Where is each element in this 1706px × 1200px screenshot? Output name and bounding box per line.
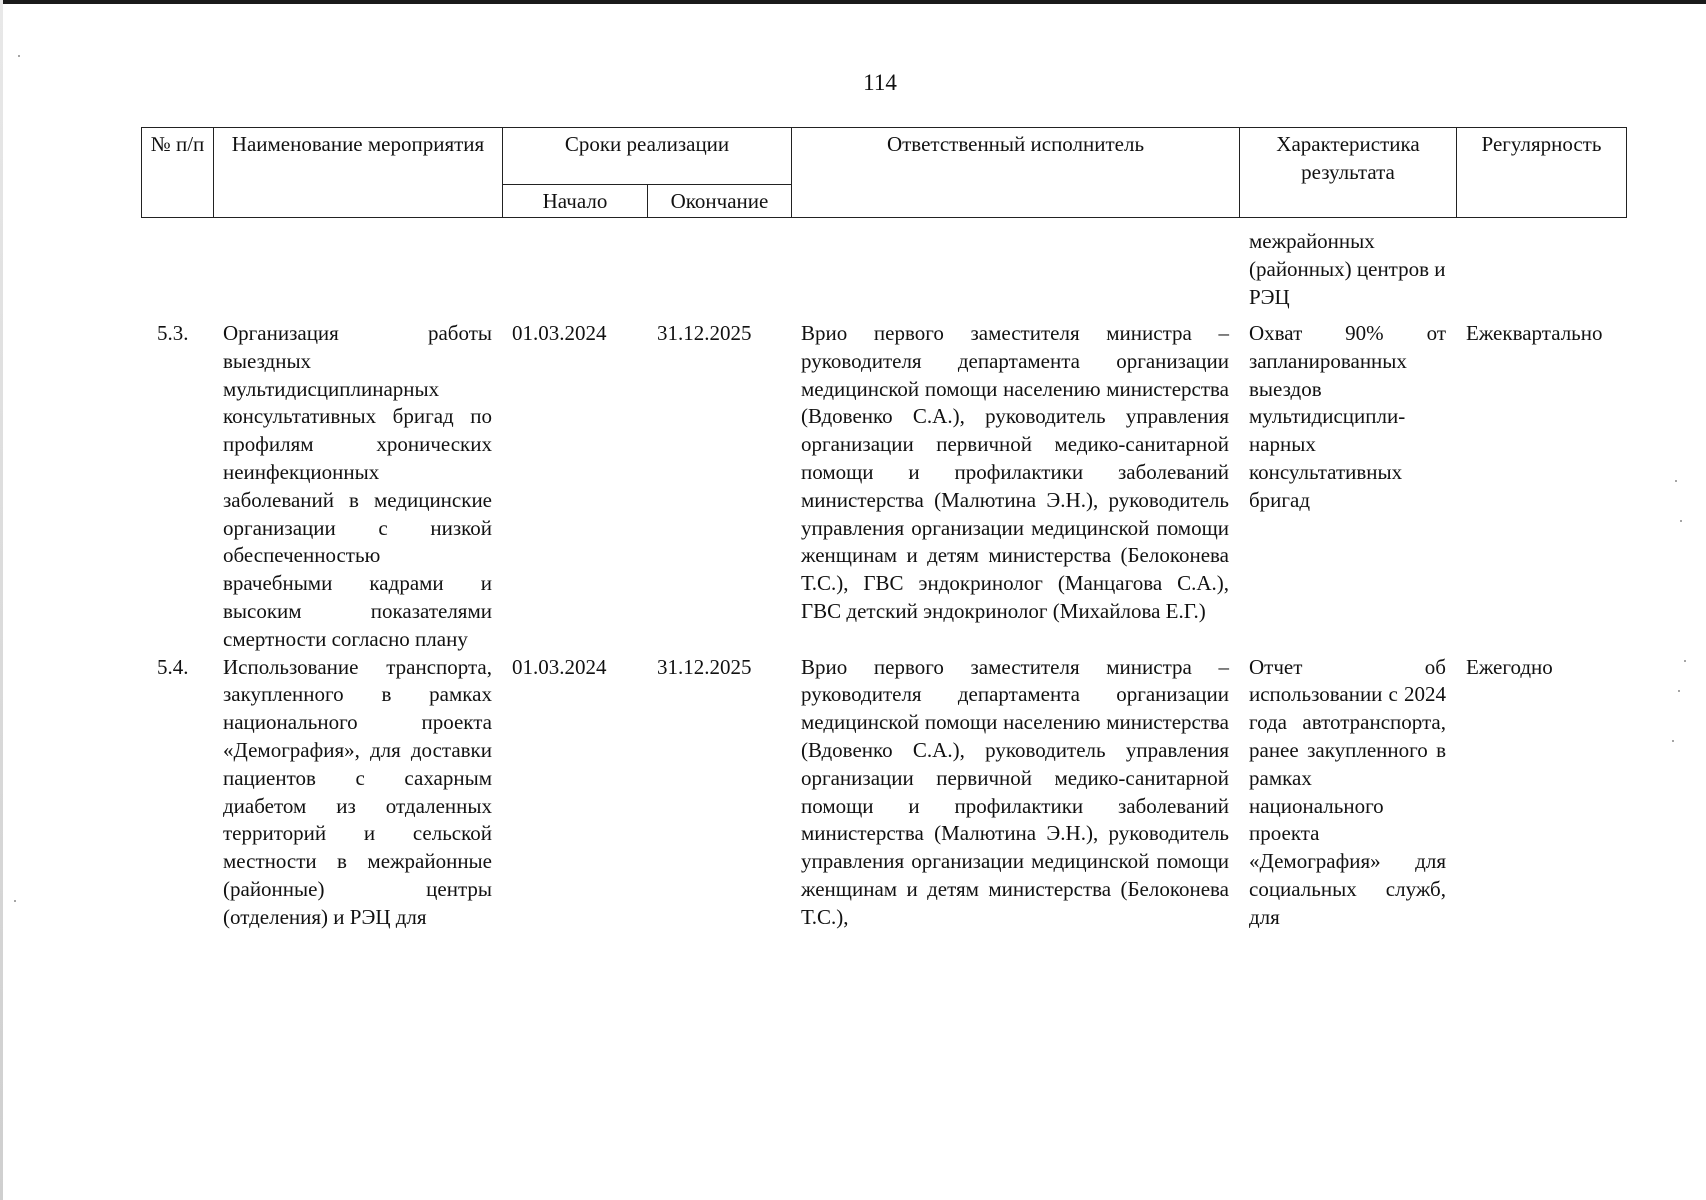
table-body [141, 228, 1626, 932]
row-num: 5.4. [157, 654, 189, 679]
continuation-result: межрайонных (районных) центров и РЭЦ [1249, 229, 1446, 309]
scan-left-edge [0, 0, 3, 1200]
row-result: Отчет об использовании с 2024 года автотранспорта, ранее закупленного в рамках национального проекта «Демография» для социальных служб, для [1249, 654, 1446, 929]
header-num: № п/п [142, 128, 214, 218]
header-result: Характеристика результата [1240, 128, 1457, 218]
scan-speck [14, 900, 16, 902]
scan-speck [1672, 740, 1674, 742]
scan-speck [1680, 520, 1682, 522]
table-header [141, 127, 1627, 218]
header-name: Наименование мероприятия [214, 128, 503, 218]
continuation-row [141, 228, 1626, 320]
row-end: 31.12.2025 [657, 321, 752, 345]
row-num: 5.3. [157, 321, 189, 345]
table-row [141, 654, 1626, 932]
row-regularity: Ежегодно [1466, 654, 1553, 679]
header-end: Окончание [648, 185, 792, 218]
row-end: 31.12.2025 [657, 654, 752, 679]
row-start: 01.03.2024 [512, 654, 607, 679]
row-regularity: Ежеквартально [1466, 321, 1603, 345]
row-executor: Врио первого заместителя министра – руководителя департамента организации медицинской помощи населению министерства (Вдовенко С.А.), руководитель управления организации первичной медико-санитарной помощи и профилактики заболеваний министерства (Малютина Э.Н.), руководитель управления организации медицинской помощи женщинам и детям министерства (Белоконева Т.С.), ГВС эндокринолог (Манцагова С.А.), ГВС детский эндокринолог (Михайлова Е.Г.) [801, 321, 1229, 623]
page-number: 114 [863, 70, 897, 95]
scan-speck [1684, 660, 1686, 662]
header-executor: Ответственный исполнитель [792, 128, 1240, 218]
scan-top-border [0, 0, 1706, 4]
row-result: Охват 90% от запланированных выездов мультидисципли- нарных консультативных бригад [1249, 321, 1446, 512]
scan-speck [1675, 480, 1677, 482]
table-row [141, 320, 1626, 654]
header-start: Начало [503, 185, 648, 218]
row-start: 01.03.2024 [512, 321, 607, 345]
row-name: Использование транспорта, закупленного в рамках национального проекта «Демография», для доставки пациентов с сахарным диабетом из отдаленных территорий и сельской местности в межрайонные (районные) центры (отделения) и РЭЦ для [223, 654, 492, 929]
scan-speck [18, 55, 20, 57]
row-name: Организация работы выездных мультидисциплинарных консультативных бригад по профилям хронических неинфекционных заболеваний в медицинские организации с низкой обеспеченностью врачебными кадрами и высоким показателями смертности согласно плану [223, 321, 492, 651]
scan-speck [1678, 690, 1680, 692]
row-executor: Врио первого заместителя министра – руководителя департамента организации медицинской помощи населению министерства (Вдовенко С.А.), руководитель управления организации первичной медико-санитарной помощи и профилактики заболеваний министерства (Малютина Э.Н.), руководитель управления организации медицинской помощи женщинам и детям министерства (Белоконева Т.С.), [801, 654, 1229, 929]
header-regularity: Регулярность [1457, 128, 1627, 218]
header-timeline: Сроки реализации [503, 128, 792, 185]
